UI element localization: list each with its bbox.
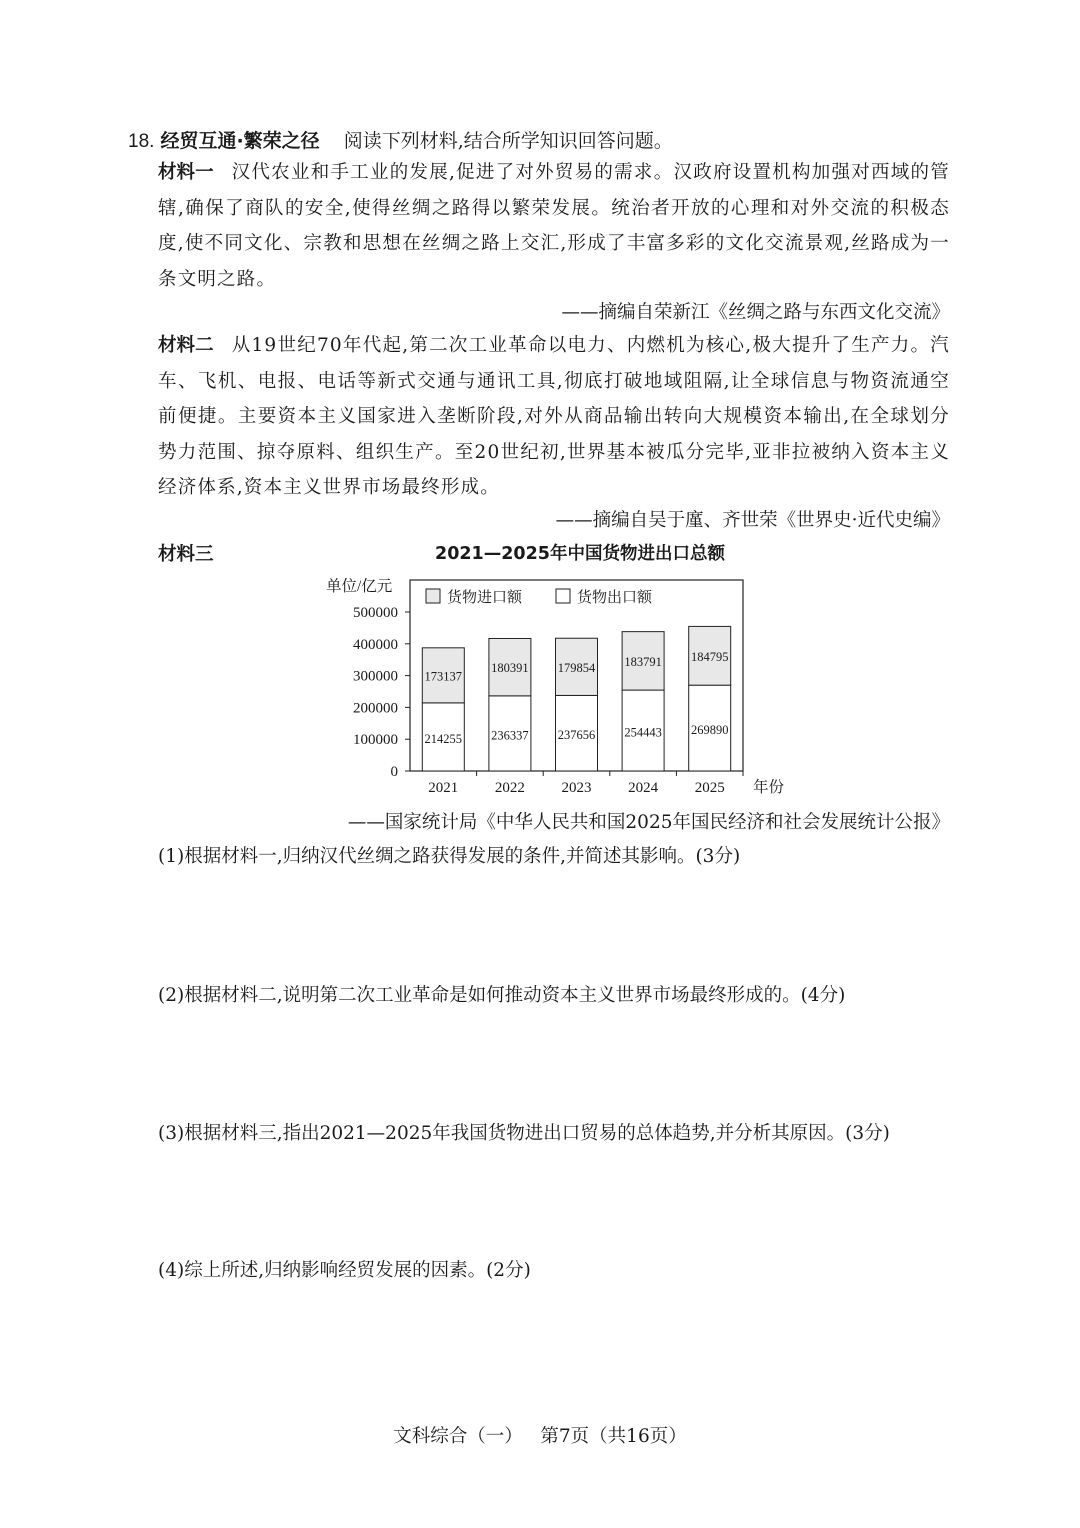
- data-label-export: 214255: [424, 731, 463, 746]
- data-label-import: 180391: [491, 661, 529, 676]
- material-three-source: ——国家统计局《中华人民共和国2025年国民经济和社会发展统计公报》: [347, 812, 950, 833]
- material-one-source: ——摘编自荣新江《丝绸之路与东西文化交流》: [561, 302, 950, 323]
- x-tick-label: 2021: [428, 780, 459, 796]
- legend-label-export: 货物出口额: [577, 590, 653, 606]
- material-two-source: ——摘编自吴于廑、齐世荣《世界史·近代史编》: [555, 510, 950, 531]
- material-one-label: 材料一: [158, 162, 214, 183]
- data-label-import: 179854: [557, 660, 596, 675]
- y-tick-label: 0: [390, 764, 398, 780]
- material-two-label: 材料二: [158, 335, 214, 356]
- question-header: [128, 126, 673, 153]
- y-tick-label: 300000: [353, 668, 398, 685]
- import-export-chart: [300, 570, 820, 800]
- data-label-import: 173137: [424, 669, 463, 684]
- sub-question-4: (4)综上所述,归纳影响经贸发展的因素。(2分): [158, 1260, 531, 1281]
- x-tick-label: 2024: [628, 780, 659, 796]
- data-label-export: 254443: [624, 725, 662, 740]
- sub-question-2: (2)根据材料二,说明第二次工业革命是如何推动资本主义世界市场最终形成的。(4分): [158, 985, 846, 1006]
- y-tick-label: 500000: [353, 605, 398, 621]
- sub-question-1: (1)根据材料一,归纳汉代丝绸之路获得发展的条件,并简述其影响。(3分): [158, 846, 741, 867]
- material-one: [158, 155, 950, 297]
- x-tick-label: 2025: [694, 780, 725, 796]
- legend-label-import: 货物进口额: [447, 590, 523, 606]
- material-one-text: 汉代农业和手工业的发展,促进了对外贸易的需求。汉政府设置机构加强对西域的管辖,确保了商队的安全,使得丝绸之路得以繁荣发展。统治者开放的心理和对外交流的积极态度,使不同文化、宗教和思想在丝绸之路上交汇,形成了丰富多彩的文化交流景观,丝路成为一条文明之路。: [158, 162, 950, 290]
- data-label-export: 237656: [557, 728, 596, 743]
- y-tick-label: 200000: [353, 700, 398, 717]
- y-tick-label: 400000: [353, 636, 398, 653]
- material-two-text: 从19世纪70年代起,第二次工业革命以电力、内燃机为核心,极大提升了生产力。汽车、飞机、电报、电话等新式交通与通讯工具,彻底打破地域阻隔,让全球信息与物资流通空前便捷。主要资本主义国家进入垄断阶段,对外从商品输出转向大规模资本输出,在全球划分势力范围、掠夺原料、组织生产。至20世纪初,世界基本被瓜分完毕,亚非拉被纳入资本主义经济体系,资本主义世界市场最终形成。: [158, 335, 950, 498]
- question-instruction: 阅读下列材料,结合所学知识回答问题。: [343, 130, 673, 152]
- data-label-import: 184795: [690, 649, 729, 664]
- sub-question-3: (3)根据材料三,指出2021—2025年我国货物进出口贸易的总体趋势,并分析其原因。(3分): [158, 1123, 890, 1144]
- page-footer: 文科综合（一） 第7页（共16页）: [393, 1426, 687, 1447]
- data-label-export: 269890: [690, 723, 729, 738]
- material-two: [158, 328, 950, 506]
- material-three-label: 材料三: [158, 544, 214, 565]
- y-tick-label: 100000: [353, 732, 398, 749]
- data-label-import: 183791: [624, 654, 662, 669]
- data-label-export: 236337: [491, 728, 529, 743]
- x-tick-label: 2022: [494, 780, 525, 796]
- question-theme: 经贸互通·繁荣之径: [160, 130, 320, 152]
- question-number: 18.: [128, 131, 155, 152]
- chart-title: 2021—2025年中国货物进出口总额: [435, 544, 725, 564]
- legend-swatch-export: [556, 589, 570, 603]
- x-tick-label: 2023: [561, 780, 592, 796]
- legend-swatch-import: [426, 589, 440, 603]
- y-axis-label: 单位/亿元: [326, 578, 393, 595]
- x-axis-label: 年份: [753, 779, 785, 796]
